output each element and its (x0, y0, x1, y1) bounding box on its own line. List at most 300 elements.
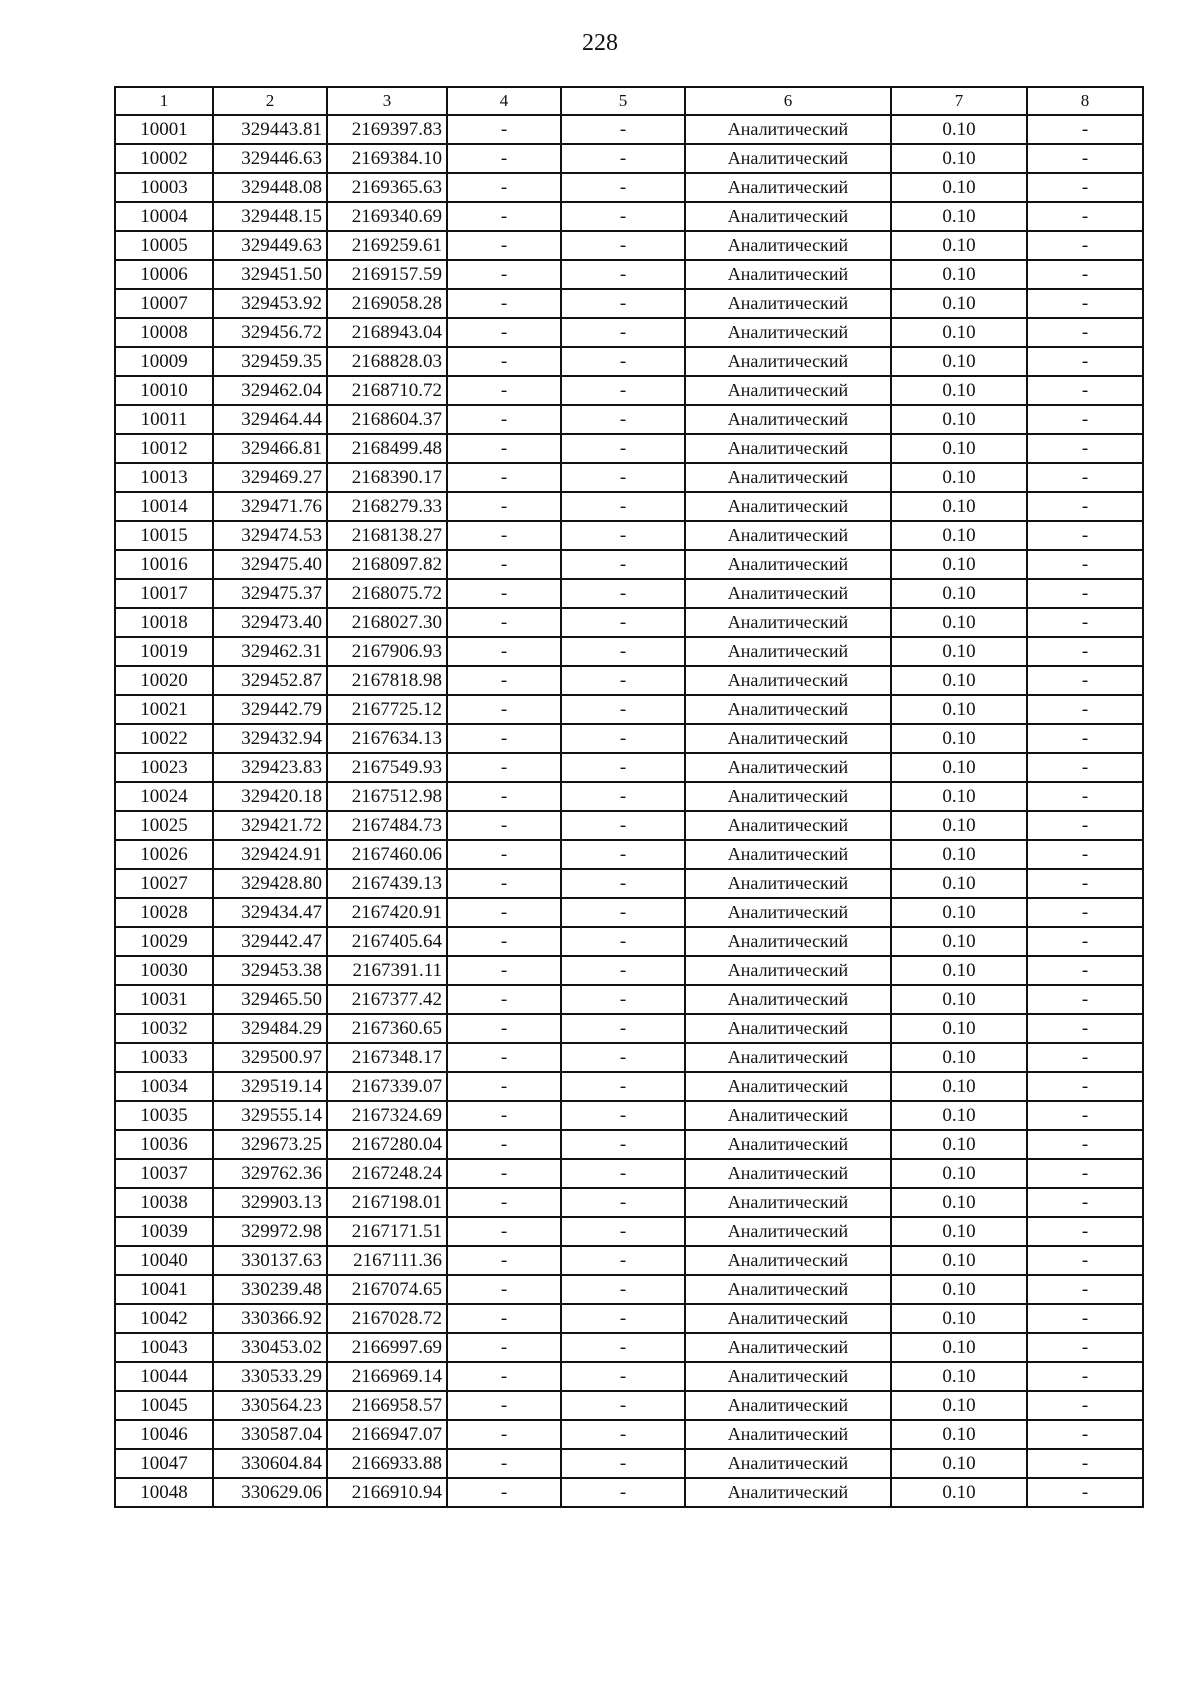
table-cell: 10003 (115, 173, 213, 202)
table-cell: - (561, 1101, 685, 1130)
table-cell: - (447, 405, 561, 434)
table-cell: 2168604.37 (327, 405, 447, 434)
table-cell: - (1027, 202, 1143, 231)
table-cell: 2168390.17 (327, 463, 447, 492)
table-cell: 10016 (115, 550, 213, 579)
table-cell: 10041 (115, 1275, 213, 1304)
table-cell: 10034 (115, 1072, 213, 1101)
table-cell: Аналитический (685, 318, 891, 347)
table-cell: Аналитический (685, 202, 891, 231)
table-cell: 10026 (115, 840, 213, 869)
table-cell: 10039 (115, 1217, 213, 1246)
table-cell: - (447, 318, 561, 347)
table-cell: - (447, 956, 561, 985)
column-header: 7 (891, 87, 1027, 115)
table-cell: - (447, 347, 561, 376)
table-cell: Аналитический (685, 840, 891, 869)
table-cell: - (561, 115, 685, 144)
column-header: 1 (115, 87, 213, 115)
table-cell: - (561, 1449, 685, 1478)
table-cell: 0.10 (891, 927, 1027, 956)
table-cell: - (1027, 985, 1143, 1014)
table-cell: 0.10 (891, 463, 1027, 492)
table-cell: 10009 (115, 347, 213, 376)
table-cell: 330587.04 (213, 1420, 327, 1449)
table-row (115, 1217, 1143, 1246)
table-cell: 2166958.57 (327, 1391, 447, 1420)
table-cell: Аналитический (685, 637, 891, 666)
table-cell: 10027 (115, 869, 213, 898)
table-cell: - (447, 1420, 561, 1449)
table-cell: Аналитический (685, 1014, 891, 1043)
table-row (115, 231, 1143, 260)
table-cell: Аналитический (685, 927, 891, 956)
table-cell: 329434.47 (213, 898, 327, 927)
table-cell: - (561, 1188, 685, 1217)
table-cell: Аналитический (685, 666, 891, 695)
table-cell: 330564.23 (213, 1391, 327, 1420)
table-cell: - (1027, 144, 1143, 173)
table-cell: 10025 (115, 811, 213, 840)
table-cell: 2166947.07 (327, 1420, 447, 1449)
table-cell: 329500.97 (213, 1043, 327, 1072)
table-cell: - (1027, 1304, 1143, 1333)
table-cell: - (561, 985, 685, 1014)
table-cell: 0.10 (891, 1246, 1027, 1275)
table-cell: - (1027, 579, 1143, 608)
table-cell: 10024 (115, 782, 213, 811)
table-cell: 0.10 (891, 956, 1027, 985)
table-row (115, 1478, 1143, 1507)
table-cell: - (561, 1130, 685, 1159)
table-cell: 2167549.93 (327, 753, 447, 782)
table-cell: Аналитический (685, 985, 891, 1014)
table-cell: 0.10 (891, 869, 1027, 898)
table-cell: 0.10 (891, 202, 1027, 231)
table-cell: - (447, 521, 561, 550)
table-cell: - (561, 782, 685, 811)
table-cell: 0.10 (891, 1072, 1027, 1101)
table-cell: 0.10 (891, 811, 1027, 840)
table-row (115, 898, 1143, 927)
table-cell: Аналитический (685, 579, 891, 608)
table-cell: 329484.29 (213, 1014, 327, 1043)
table-cell: 329456.72 (213, 318, 327, 347)
table-cell: 2167111.36 (327, 1246, 447, 1275)
table-cell: - (561, 811, 685, 840)
table-cell: - (1027, 1420, 1143, 1449)
table-cell: - (1027, 1159, 1143, 1188)
table-cell: 0.10 (891, 376, 1027, 405)
table-cell: 10015 (115, 521, 213, 550)
table-cell: - (1027, 811, 1143, 840)
table-cell: 2166969.14 (327, 1362, 447, 1391)
table-cell: - (561, 840, 685, 869)
table-cell: 10002 (115, 144, 213, 173)
table-cell: 329474.53 (213, 521, 327, 550)
table-cell: 10047 (115, 1449, 213, 1478)
table-cell: 0.10 (891, 550, 1027, 579)
table-cell: 329469.27 (213, 463, 327, 492)
table-cell: 10033 (115, 1043, 213, 1072)
table-cell: Аналитический (685, 753, 891, 782)
table-cell: 2167248.24 (327, 1159, 447, 1188)
table-cell: - (561, 550, 685, 579)
table-cell: Аналитический (685, 1478, 891, 1507)
table-cell: - (447, 1159, 561, 1188)
table-cell: 0.10 (891, 318, 1027, 347)
table-cell: - (1027, 1043, 1143, 1072)
table-cell: - (561, 1246, 685, 1275)
table-cell: 329424.91 (213, 840, 327, 869)
table-row (115, 405, 1143, 434)
table-cell: - (561, 898, 685, 927)
table-cell: - (447, 1188, 561, 1217)
table-cell: - (1027, 1275, 1143, 1304)
table-cell: 2167377.42 (327, 985, 447, 1014)
table-cell: 329555.14 (213, 1101, 327, 1130)
table-cell: - (561, 869, 685, 898)
table-cell: - (1027, 231, 1143, 260)
table-cell: 2167512.98 (327, 782, 447, 811)
table-cell: - (1027, 173, 1143, 202)
table-cell: - (447, 753, 561, 782)
table-cell: 329762.36 (213, 1159, 327, 1188)
table-cell: - (447, 1391, 561, 1420)
table-cell: - (447, 579, 561, 608)
table-cell: 330366.92 (213, 1304, 327, 1333)
table-cell: Аналитический (685, 811, 891, 840)
table-cell: - (561, 753, 685, 782)
table-cell: - (447, 550, 561, 579)
table-cell: 329972.98 (213, 1217, 327, 1246)
table-cell: - (561, 347, 685, 376)
table-row (115, 840, 1143, 869)
table-cell: 0.10 (891, 637, 1027, 666)
table-cell: 2169157.59 (327, 260, 447, 289)
table-row (115, 434, 1143, 463)
page-number: 228 (582, 30, 618, 56)
table-cell: 10037 (115, 1159, 213, 1188)
table-cell: 10007 (115, 289, 213, 318)
table-cell: - (1027, 753, 1143, 782)
table-cell: - (561, 1043, 685, 1072)
table-cell: - (1027, 637, 1143, 666)
table-cell: - (447, 637, 561, 666)
table-cell: 2168075.72 (327, 579, 447, 608)
table-row (115, 521, 1143, 550)
table-cell: Аналитический (685, 1159, 891, 1188)
table-cell: - (447, 782, 561, 811)
table-row (115, 579, 1143, 608)
table-cell: - (447, 724, 561, 753)
table-cell: 10013 (115, 463, 213, 492)
table-cell: - (447, 1072, 561, 1101)
table-cell: Аналитический (685, 1449, 891, 1478)
table-cell: - (447, 492, 561, 521)
table-cell: 330137.63 (213, 1246, 327, 1275)
table-cell: - (447, 898, 561, 927)
table-cell: - (447, 869, 561, 898)
table-cell: 10038 (115, 1188, 213, 1217)
table-cell: - (1027, 1188, 1143, 1217)
table-cell: - (1027, 782, 1143, 811)
table-cell: - (1027, 405, 1143, 434)
table-cell: Аналитический (685, 1246, 891, 1275)
table-row (115, 1304, 1143, 1333)
table-cell: Аналитический (685, 695, 891, 724)
table-cell: 2167405.64 (327, 927, 447, 956)
table-cell: 0.10 (891, 579, 1027, 608)
table-cell: - (1027, 434, 1143, 463)
table-row (115, 260, 1143, 289)
table-row (115, 1072, 1143, 1101)
table-cell: - (447, 1362, 561, 1391)
table-cell: 2166933.88 (327, 1449, 447, 1478)
table-cell: - (561, 376, 685, 405)
table-cell: 10032 (115, 1014, 213, 1043)
table-cell: 0.10 (891, 521, 1027, 550)
table-cell: 330533.29 (213, 1362, 327, 1391)
table-cell: Аналитический (685, 1362, 891, 1391)
table-cell: - (447, 695, 561, 724)
table-cell: - (1027, 1072, 1143, 1101)
table-cell: 10019 (115, 637, 213, 666)
table-cell: - (561, 318, 685, 347)
table-cell: - (561, 579, 685, 608)
table-cell: - (447, 1043, 561, 1072)
table-row (115, 869, 1143, 898)
table-row (115, 1043, 1143, 1072)
table-cell: - (1027, 318, 1143, 347)
table-row (115, 666, 1143, 695)
table-cell: 0.10 (891, 608, 1027, 637)
table-cell: - (561, 1275, 685, 1304)
table-cell: 0.10 (891, 1478, 1027, 1507)
table-cell: - (561, 434, 685, 463)
table-cell: 2168097.82 (327, 550, 447, 579)
table-cell: - (447, 840, 561, 869)
table-cell: 10023 (115, 753, 213, 782)
table-cell: - (1027, 1362, 1143, 1391)
table-cell: 329673.25 (213, 1130, 327, 1159)
coordinates-table (114, 86, 1144, 1508)
table-cell: 10046 (115, 1420, 213, 1449)
table-cell: Аналитический (685, 434, 891, 463)
table-cell: - (561, 724, 685, 753)
table-row (115, 811, 1143, 840)
table-cell: 10030 (115, 956, 213, 985)
column-header: 2 (213, 87, 327, 115)
table-cell: 329519.14 (213, 1072, 327, 1101)
table-cell: 10022 (115, 724, 213, 753)
table-cell: - (1027, 927, 1143, 956)
table-cell: - (447, 985, 561, 1014)
table-cell: 2168710.72 (327, 376, 447, 405)
table-cell: Аналитический (685, 376, 891, 405)
table-cell: 329453.92 (213, 289, 327, 318)
table-cell: 10035 (115, 1101, 213, 1130)
table-row (115, 347, 1143, 376)
table-row (115, 463, 1143, 492)
table-cell: - (1027, 666, 1143, 695)
table-cell: 329464.44 (213, 405, 327, 434)
table-cell: - (561, 1304, 685, 1333)
table-cell: 2168027.30 (327, 608, 447, 637)
table-cell: - (561, 492, 685, 521)
table-cell: 0.10 (891, 1362, 1027, 1391)
table-cell: - (1027, 1246, 1143, 1275)
table-cell: 0.10 (891, 724, 1027, 753)
table-cell: - (1027, 956, 1143, 985)
table-cell: 2169365.63 (327, 173, 447, 202)
table-cell: - (561, 666, 685, 695)
table-cell: 10017 (115, 579, 213, 608)
table-cell: 2168828.03 (327, 347, 447, 376)
table-cell: 2167420.91 (327, 898, 447, 927)
table-cell: 0.10 (891, 840, 1027, 869)
table-cell: 0.10 (891, 782, 1027, 811)
table-cell: Аналитический (685, 898, 891, 927)
table-cell: 0.10 (891, 1130, 1027, 1159)
table-cell: 10036 (115, 1130, 213, 1159)
table-cell: - (447, 1478, 561, 1507)
table-cell: Аналитический (685, 869, 891, 898)
table-cell: 329423.83 (213, 753, 327, 782)
table-cell: - (561, 1014, 685, 1043)
table-cell: 2168279.33 (327, 492, 447, 521)
table-cell: Аналитический (685, 1275, 891, 1304)
table-cell: Аналитический (685, 1188, 891, 1217)
table-cell: - (561, 521, 685, 550)
table-cell: - (561, 1217, 685, 1246)
table-cell: Аналитический (685, 260, 891, 289)
table-cell: - (1027, 898, 1143, 927)
table-cell: 330629.06 (213, 1478, 327, 1507)
table-cell: - (561, 927, 685, 956)
table-cell: 329428.80 (213, 869, 327, 898)
table-cell: 329903.13 (213, 1188, 327, 1217)
table-cell: 10008 (115, 318, 213, 347)
table-cell: 2169384.10 (327, 144, 447, 173)
table-cell: 0.10 (891, 1101, 1027, 1130)
table-cell: - (561, 1333, 685, 1362)
table-cell: 10004 (115, 202, 213, 231)
table-row (115, 724, 1143, 753)
column-header: 4 (447, 87, 561, 115)
table-cell: 2167280.04 (327, 1130, 447, 1159)
table-cell: Аналитический (685, 231, 891, 260)
table-cell: 2168138.27 (327, 521, 447, 550)
table-cell: - (447, 231, 561, 260)
table-cell: Аналитический (685, 347, 891, 376)
table-row (115, 1362, 1143, 1391)
table-cell: Аналитический (685, 724, 891, 753)
table-cell: - (447, 1275, 561, 1304)
table-cell: - (1027, 492, 1143, 521)
table-cell: 2167439.13 (327, 869, 447, 898)
table-cell: 2166997.69 (327, 1333, 447, 1362)
table-cell: 2167360.65 (327, 1014, 447, 1043)
table-row (115, 289, 1143, 318)
table-row (115, 1130, 1143, 1159)
table-cell: - (1027, 869, 1143, 898)
table-cell: Аналитический (685, 1304, 891, 1333)
table-cell: - (561, 405, 685, 434)
table-cell: Аналитический (685, 144, 891, 173)
table-cell: - (1027, 608, 1143, 637)
table-cell: 329448.08 (213, 173, 327, 202)
table-cell: - (447, 1333, 561, 1362)
table-cell: 329459.35 (213, 347, 327, 376)
table-cell: 10028 (115, 898, 213, 927)
table-cell: Аналитический (685, 173, 891, 202)
table-cell: 10018 (115, 608, 213, 637)
table-cell: - (561, 637, 685, 666)
table-cell: 0.10 (891, 434, 1027, 463)
table-cell: - (1027, 376, 1143, 405)
table-cell: 329432.94 (213, 724, 327, 753)
table-cell: 10044 (115, 1362, 213, 1391)
table-cell: 2167348.17 (327, 1043, 447, 1072)
table-cell: - (447, 376, 561, 405)
table-cell: - (1027, 1478, 1143, 1507)
table-cell: - (1027, 695, 1143, 724)
table-cell: 0.10 (891, 753, 1027, 782)
table-row (115, 1275, 1143, 1304)
table-cell: Аналитический (685, 1217, 891, 1246)
table-cell: - (447, 927, 561, 956)
table-cell: 2167028.72 (327, 1304, 447, 1333)
table-cell: - (1027, 1130, 1143, 1159)
table-cell: 0.10 (891, 231, 1027, 260)
table-cell: - (561, 1478, 685, 1507)
table-cell: 2166910.94 (327, 1478, 447, 1507)
table-row (115, 115, 1143, 144)
table-cell: 329452.87 (213, 666, 327, 695)
table-cell: 329465.50 (213, 985, 327, 1014)
table-cell: 0.10 (891, 1159, 1027, 1188)
table-cell: 329448.15 (213, 202, 327, 231)
table-cell: 2169259.61 (327, 231, 447, 260)
table-cell: - (1027, 260, 1143, 289)
table-cell: - (1027, 1333, 1143, 1362)
table-cell: 329420.18 (213, 782, 327, 811)
table-cell: 2167324.69 (327, 1101, 447, 1130)
table-cell: - (1027, 1101, 1143, 1130)
table-cell: 329449.63 (213, 231, 327, 260)
table-row (115, 492, 1143, 521)
table-cell: 0.10 (891, 115, 1027, 144)
table-row (115, 1420, 1143, 1449)
table-cell: Аналитический (685, 115, 891, 144)
table-cell: - (447, 1014, 561, 1043)
table-row (115, 1101, 1143, 1130)
table-cell: 2167171.51 (327, 1217, 447, 1246)
table-cell: 0.10 (891, 898, 1027, 927)
table-cell: Аналитический (685, 550, 891, 579)
table-cell: - (447, 289, 561, 318)
table-row (115, 637, 1143, 666)
table-cell: 0.10 (891, 260, 1027, 289)
table-cell: - (447, 1101, 561, 1130)
table-cell: 10014 (115, 492, 213, 521)
table-cell: - (447, 811, 561, 840)
table-cell: 10042 (115, 1304, 213, 1333)
table-row (115, 1246, 1143, 1275)
table-cell: 0.10 (891, 289, 1027, 318)
table-cell: - (447, 1130, 561, 1159)
